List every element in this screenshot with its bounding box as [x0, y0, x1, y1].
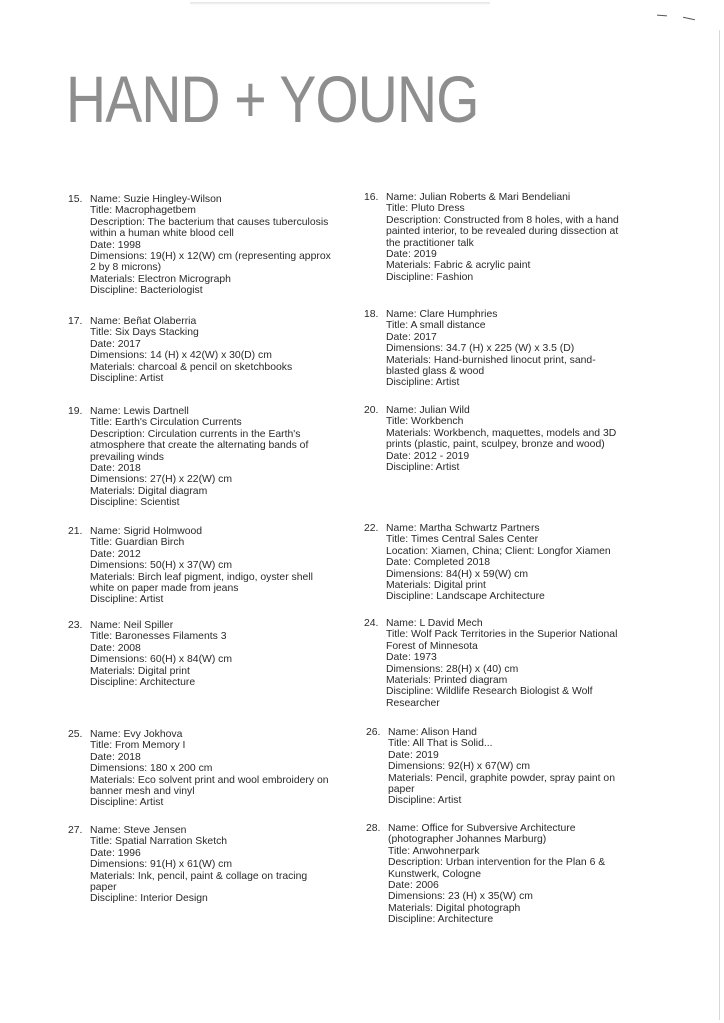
- entry-details: [90, 526, 313, 606]
- entry-line: Discipline: Artist: [90, 373, 164, 385]
- entry-line: Name: Evy Jokhova: [90, 729, 183, 740]
- scan-shadow: [190, 2, 490, 5]
- entry-line: Title: Workbench: [386, 416, 464, 428]
- entry-line: Name: Office for Subversive Architecture: [388, 823, 576, 834]
- entry-line: Materials: Pencil, graphite powder, spray paint on: [388, 772, 615, 784]
- entry-line: prevailing winds: [90, 451, 164, 463]
- entry-number: 20.: [364, 405, 379, 416]
- entry-line: Date: 2012: [90, 548, 141, 560]
- entry-line: (photographer Johannes Marburg): [388, 834, 547, 846]
- entry-number: 26.: [366, 727, 381, 738]
- entry-details: [386, 618, 617, 709]
- entry-line: Date: 2018: [90, 751, 141, 763]
- entry-line: Name: Clare Humphries: [386, 309, 498, 320]
- entry-details: [90, 406, 308, 509]
- entry-line: Materials: Digital print: [90, 665, 190, 677]
- entry-number: 18.: [364, 309, 379, 320]
- entry-line: Materials: Fabric & acrylic paint: [386, 260, 531, 272]
- entry-line: Dimensions: 60(H) x 84(W) cm: [90, 654, 233, 666]
- entry-line: paper: [388, 784, 415, 796]
- entry-line: Name: Alison Hand: [388, 727, 477, 738]
- entry-line: Title: Guardian Birch: [90, 537, 185, 549]
- entry-line: Discipline: Artist: [386, 462, 460, 474]
- entry-line: Dimensions: 14 (H) x 42(W) x 30(D) cm: [90, 350, 272, 362]
- entry-line: Dimensions: 27(H) x 22(W) cm: [90, 474, 233, 486]
- entry-line: Discipline: Interior Design: [90, 893, 208, 905]
- entry-line: Description: Constructed from 8 holes, with a hand: [386, 214, 619, 226]
- entry-line: Description: Circulation currents in the Earth's: [90, 428, 301, 440]
- entry-line: Materials: Birch leaf pigment, indigo, oyster shell: [90, 571, 313, 583]
- entry-line: Description: Urban intervention for the Plan 6 &: [388, 857, 606, 869]
- entry-line: the practitioner talk: [386, 237, 474, 249]
- entry-line: Date: 2019: [386, 249, 437, 261]
- entry-line: Date: 1998: [90, 239, 141, 251]
- entry-line: Title: A small distance: [386, 320, 486, 332]
- entry-line: Name: Lewis Dartnell: [90, 406, 189, 417]
- entry-line: Materials: Digital diagram: [90, 485, 208, 497]
- entry-line: Forest of Minnesota: [386, 640, 478, 652]
- entry-line: Dimensions: 92(H) x 67(W) cm: [388, 761, 531, 773]
- entry-line: painted interior, to be revealed during dissection at: [386, 226, 619, 238]
- entry-line: paper: [90, 882, 117, 894]
- entry-details: [386, 192, 619, 283]
- entry-details: [388, 823, 605, 926]
- entry-line: white on paper made from jeans: [90, 583, 239, 595]
- entry-line: Discipline: Architecture: [388, 914, 494, 926]
- entry-line: Materials: Hand-burnished linocut print, sand-: [386, 354, 596, 366]
- entry-line: Name: Neil Spiller: [90, 620, 174, 631]
- entry-line: Date: 1973: [386, 652, 437, 664]
- entry-line: Name: Suzie Hingley-Wilson: [90, 194, 222, 205]
- entry-line: Date: 2018: [90, 463, 141, 475]
- page-edge: [719, 30, 720, 1020]
- entry-line: Name: Sigrid Holmwood: [90, 526, 203, 537]
- entry-line: Title: Earth's Circulation Currents: [90, 417, 242, 429]
- entry-line: Date: 2006: [388, 880, 439, 892]
- entry-line: Discipline: Landscape Architecture: [386, 591, 545, 603]
- entry-number: 27.: [68, 825, 83, 836]
- entry-number: 19.: [68, 406, 83, 417]
- entry-line: atmosphere that create the alternating bands of: [90, 440, 309, 452]
- entry-line: Name: Julian Wild: [386, 405, 470, 416]
- entry-line: Dimensions: 50(H) x 37(W) cm: [90, 560, 233, 572]
- entry-line: blasted glass & wood: [386, 366, 485, 378]
- entry-line: Materials: Digital print: [386, 580, 486, 592]
- entry-line: Title: All That is Solid...: [388, 738, 493, 750]
- entry-line: Dimensions: 84(H) x 59(W) cm: [386, 568, 529, 580]
- entry-number: 15.: [68, 194, 83, 205]
- entry-line: Name: Steve Jensen: [90, 825, 187, 836]
- entry-line: Dimensions: 19(H) x 12(W) cm (representing approx: [90, 251, 331, 263]
- entry-line: Materials: Workbench, maquettes, models and 3D: [386, 427, 617, 439]
- entry-line: Dimensions: 180 x 200 cm: [90, 763, 213, 775]
- entry-line: Title: Six Days Stacking: [90, 327, 199, 339]
- entry-number: 25.: [68, 729, 83, 740]
- entry-line: Title: Anwohnerpark: [388, 845, 480, 857]
- entry-details: [386, 309, 596, 389]
- entry-line: Discipline: Scientist: [90, 497, 180, 509]
- entry-line: banner mesh and vinyl: [90, 786, 195, 798]
- entry-line: Title: Baronesses Filaments 3: [90, 631, 227, 643]
- entry-line: Date: 2008: [90, 642, 141, 654]
- entry-line: Discipline: Bacteriologist: [90, 285, 203, 297]
- entry-line: Materials: Printed diagram: [386, 675, 508, 687]
- pen-mark: [683, 17, 695, 20]
- entry-line: Materials: Digital photograph: [388, 902, 521, 914]
- entry-line: Title: Wolf Pack Territories in the Superior National: [386, 629, 618, 641]
- entry-details: [90, 316, 292, 384]
- entry-number: 22.: [364, 523, 379, 534]
- entry-line: Materials: charcoal & pencil on sketchbooks: [90, 361, 293, 373]
- entry-details: [90, 194, 331, 297]
- entry-line: Materials: Electron Micrograph: [90, 273, 231, 285]
- entry-details: [386, 405, 616, 473]
- entry-details: [388, 727, 615, 807]
- entry-line: Date: 2019: [388, 749, 439, 761]
- entry-line: Title: Times Central Sales Center: [386, 534, 539, 546]
- entry-line: prints (plastic, paint, sculpey, bronze and wood): [386, 439, 605, 451]
- entry-details: [90, 825, 307, 905]
- entry-line: Dimensions: 34.7 (H) x 225 (W) x 3.5 (D): [386, 343, 575, 355]
- entry-number: 21.: [68, 526, 83, 537]
- entry-line: Discipline: Architecture: [90, 677, 196, 689]
- entry-line: Date: 2017: [386, 331, 437, 343]
- entry-number: 23.: [68, 620, 83, 631]
- entry-line: Date: 2017: [90, 338, 141, 350]
- entry-line: Title: Macrophagetbem: [90, 205, 196, 217]
- entry-line: Name: Martha Schwartz Partners: [386, 523, 540, 534]
- entry-line: Location: Xiamen, China; Client: Longfor Xiamen: [386, 545, 611, 557]
- entry-line: Materials: Ink, pencil, paint & collage on tracing: [90, 870, 308, 882]
- entry-line: Dimensions: 28(H) x (40) cm: [386, 663, 519, 675]
- entry-line: Date: 2012 - 2019: [386, 450, 470, 462]
- entry-number: 17.: [68, 316, 83, 327]
- entry-line: Researcher: [386, 697, 440, 709]
- entry-line: Dimensions: 91(H) x 61(W) cm: [90, 859, 233, 871]
- entry-line: Discipline: Artist: [90, 797, 164, 809]
- entry-line: Discipline: Artist: [386, 377, 460, 389]
- entry-line: Dimensions: 23 (H) x 35(W) cm: [388, 891, 533, 903]
- entry-line: Kunstwerk, Cologne: [388, 868, 481, 880]
- entry-line: Title: Pluto Dress: [386, 203, 465, 215]
- entry-line: Discipline: Fashion: [386, 271, 474, 283]
- entry-line: 2 by 8 microns): [90, 262, 162, 274]
- entry-line: Title: Spatial Narration Sketch: [90, 836, 228, 848]
- pen-mark: [657, 15, 667, 17]
- entry-line: Description: The bacterium that causes tuberculosis: [90, 216, 329, 228]
- entry-number: 16.: [364, 192, 379, 203]
- entry-details: [90, 729, 329, 809]
- entry-line: Name: Beñat Olaberria: [90, 316, 197, 327]
- entry-line: Name: L David Mech: [386, 618, 483, 629]
- entry-line: Discipline: Wildlife Research Biologist & Wolf: [386, 686, 593, 698]
- entry-line: Date: 1996: [90, 847, 141, 859]
- page-title: HAND + YOUNG: [66, 62, 479, 136]
- entry-details: [90, 620, 232, 688]
- entry-line: Name: Julian Roberts & Mari Bendeliani: [386, 192, 571, 203]
- entry-line: Title: From Memory I: [90, 740, 186, 752]
- entry-line: Date: Completed 2018: [386, 557, 490, 569]
- entry-line: within a human white blood cell: [90, 228, 234, 240]
- entry-line: Materials: Eco solvent print and wool embroidery on: [90, 774, 329, 786]
- entry-number: 28.: [366, 823, 381, 834]
- entry-line: Discipline: Artist: [90, 594, 164, 606]
- entry-line: Discipline: Artist: [388, 795, 462, 807]
- entry-number: 24.: [364, 618, 379, 629]
- entry-details: [386, 523, 611, 603]
